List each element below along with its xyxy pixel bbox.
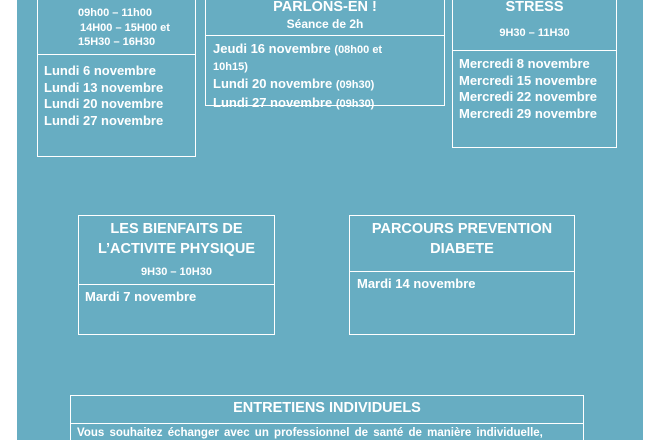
entry-item <box>213 58 382 75</box>
box4-header <box>79 220 274 279</box>
box4-title-line: LES BIENFAITS DE <box>110 221 243 237</box>
box2-header <box>206 0 444 32</box>
box4-hours: 9H30 – 10H30 <box>141 266 212 278</box>
box-session-1 <box>37 0 196 157</box>
box1-hours <box>78 6 170 50</box>
box-activite-physique <box>78 215 275 335</box>
box5-divider <box>350 271 574 272</box>
hours-line: 14H00 – 15H00 et <box>80 21 170 34</box>
box3-title: STRESS <box>505 0 564 15</box>
date-item: Mercredi 22 novembre <box>459 89 598 104</box>
box4-title-line: L’ACTIVITE PHYSIQUE <box>97 240 256 257</box>
box4-date: Mardi 7 novembre <box>85 289 197 304</box>
box5-date: Mardi 14 novembre <box>357 276 476 291</box>
entry-time: (09h30) <box>335 79 375 91</box>
box2-title: PARLONS-EN ! <box>273 0 377 15</box>
box4-divider <box>79 284 274 285</box>
box5-title-line: DIABETE <box>430 240 494 257</box>
box2-subtitle: Séance de 2h <box>286 17 364 31</box>
date-item: Mercredi 8 novembre <box>459 56 590 71</box>
box2-divider <box>206 35 444 36</box>
date-item: Lundi 27 novembre <box>44 112 164 128</box>
entry-time: 10h15) <box>213 61 248 73</box>
box5-header <box>350 220 574 259</box>
entry-time: (09h30) <box>335 98 375 110</box>
box6-text: Vous souhaitez échanger avec un professionnel de santé de manière individuelle, <box>77 427 543 439</box>
entry-item <box>213 41 382 58</box>
date-item: Lundi 13 novembre <box>44 79 164 95</box>
box-parlons-en <box>205 0 445 110</box>
box6-title: ENTRETIENS INDIVIDUELS <box>233 400 421 416</box>
date-item: Lundi 20 novembre <box>44 96 164 111</box>
box-entretiens-individuels <box>70 395 584 440</box>
entry-item <box>213 94 382 113</box>
box-stress <box>452 0 617 148</box>
date-item: Lundi 6 novembre <box>44 63 156 78</box>
box3-divider <box>453 50 616 51</box>
date-item: Mercredi 29 novembre <box>459 105 598 121</box>
date-item: Mercredi 15 novembre <box>459 72 598 88</box>
entry-date: Lundi 20 novembre <box>213 76 333 91</box>
box1-dates <box>44 63 163 129</box>
program-page <box>17 0 643 440</box>
box3-hours: 9H30 – 11H30 <box>499 27 570 39</box>
hours-line: 15H30 – 16H30 <box>78 36 156 48</box>
box-prevention-diabete <box>349 215 575 335</box>
entry-date: Lundi 27 novembre <box>213 95 333 110</box>
box6-divider <box>71 423 583 424</box>
box1-divider <box>38 54 195 55</box>
box3-dates <box>459 56 597 122</box>
entry-time: (08h00 et <box>334 44 383 56</box>
box3-header <box>453 0 616 40</box>
box2-entries <box>213 41 382 113</box>
box5-title-line: PARCOURS PREVENTION <box>371 221 553 237</box>
hours-line: 09h00 – 11h00 <box>78 7 153 19</box>
entry-item <box>213 75 382 94</box>
entry-date: Jeudi 16 novembre <box>213 41 331 56</box>
